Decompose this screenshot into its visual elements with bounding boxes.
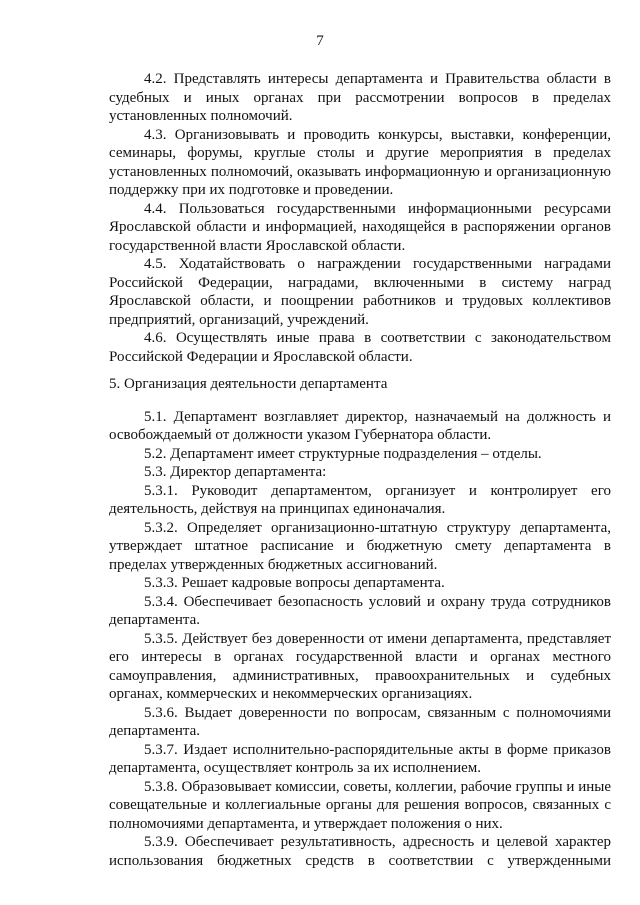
paragraph-5-3-6: 5.3.6. Выдает доверенности по вопросам, связанным с полномочиями департамента. <box>109 704 611 739</box>
paragraph-5-3-8: 5.3.8. Образовывает комиссии, советы, коллегии, рабочие группы и иные совещательные и коллегиальные органы для решения вопросов, связанных с полномочиями департамента, и утверждает положения о них. <box>109 778 611 832</box>
section-5-heading: 5. Организация деятельности департамента <box>109 376 388 392</box>
document-body <box>109 70 611 870</box>
paragraph-5-3-4: 5.3.4. Обеспечивает безопасность условий и охрану труда сотрудников департамента. <box>109 593 611 628</box>
paragraph-4-5: 4.5. Ходатайствовать о награждении государственными наградами Российской Федерации, наградами, включенными в систему наград Ярославской области, и поощрении работников и трудовых коллективов предприятий, организаций, учреждений. <box>109 256 611 328</box>
paragraph-5-3-9: 5.3.9. Обеспечивает результативность, адресность и целевой характер использования бюджетных средств в соответствии с утвержденными <box>109 834 611 869</box>
paragraph-4-2: 4.2. Представлять интересы департамента и Правительства области в судебных и иных органах при рассмотрении вопросов в пределах установленных полномочий. <box>109 71 611 124</box>
paragraph-5-3-7: 5.3.7. Издает исполнительно-распорядительные акты в форме приказов департамента, осуществляет контроль за их исполнением. <box>109 741 611 776</box>
paragraph-5-3-3: 5.3.3. Решает кадровые вопросы департамента. <box>144 575 445 591</box>
page-number: 7 <box>316 33 324 49</box>
paragraph-4-6: 4.6. Осуществлять иные права в соответствии с законодательством Российской Федерации и Ярославской области. <box>109 330 611 365</box>
paragraph-4-4: 4.4. Пользоваться государственными информационными ресурсами Ярославской области и информацией, находящейся в распоряжении органов государственной власти Ярославской области. <box>109 200 611 254</box>
paragraph-5-3-1: 5.3.1. Руководит департаментом, организует и контролирует его деятельность, действуя на принципах единоначалия. <box>109 482 611 517</box>
paragraph-5-2: 5.2. Департамент имеет структурные подразделения – отделы. <box>144 445 542 462</box>
paragraph-4-3: 4.3. Организовывать и проводить конкурсы, выставки, конференции, семинары, форумы, круглые столы и другие мероприятия в пределах установленных полномочий, оказывать информационную и организационную поддержку при их подготовке и проведении. <box>109 126 611 198</box>
paragraph-5-3: 5.3. Директор департамента: <box>144 464 327 480</box>
paragraph-5-3-2: 5.3.2. Определяет организационно-штатную структуру департамента, утверждает штатное расписание и бюджетную смету департамента в пределах утвержденных бюджетных ассигнований. <box>109 519 611 573</box>
paragraph-5-3-5: 5.3.5. Действует без доверенности от имени департамента, представляет его интересы в органах государственной власти и органах местного самоуправления, административных, правоохранительных и судебных органах, коммерческих и некоммерческих организациях. <box>109 630 611 702</box>
paragraph-5-1: 5.1. Департамент возглавляет директор, назначаемый на должность и освобождаемый от должности указом Губернатора области. <box>109 408 611 443</box>
